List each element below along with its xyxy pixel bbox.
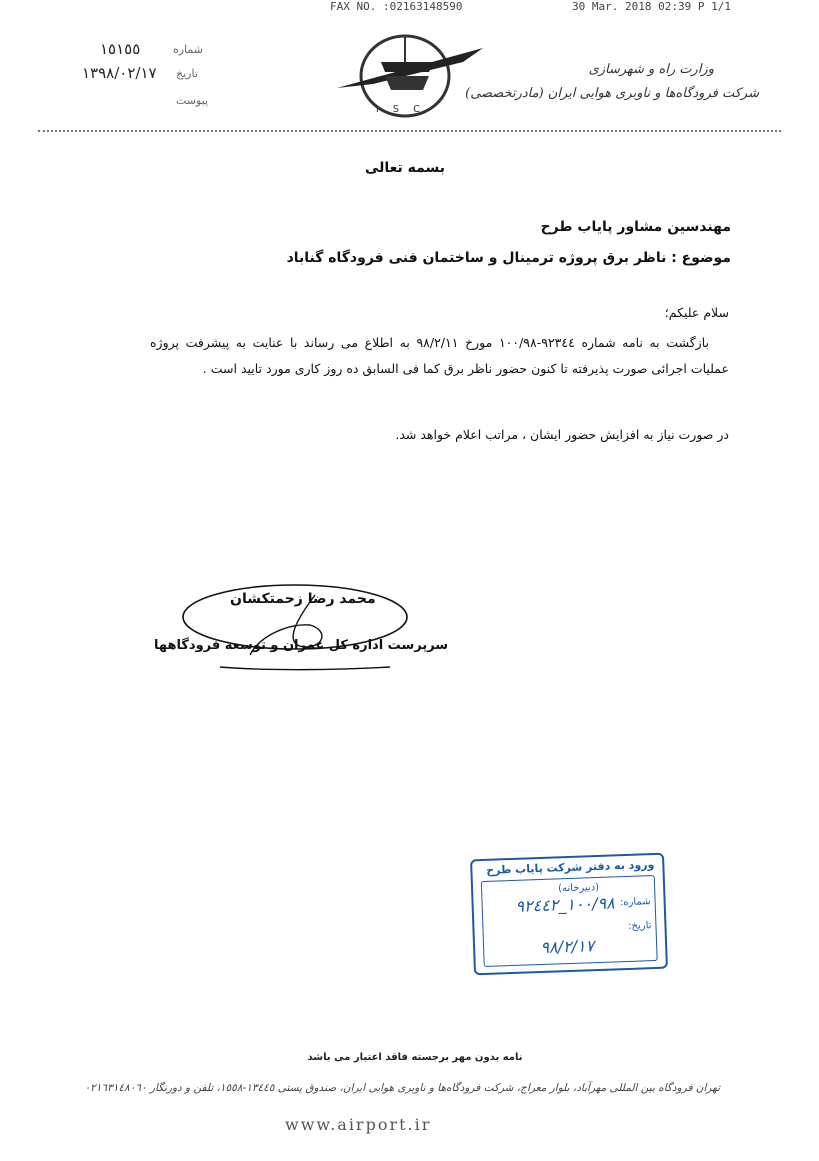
greeting: سلام علیکم؛ (664, 305, 729, 320)
date-label: تاریخ (176, 67, 198, 80)
fax-number: FAX NO. :02163148590 (330, 0, 463, 13)
addressee: مهندسین مشاور پایاب طرح (540, 219, 731, 235)
signatory-name: محمد رضا زحمتکشان (230, 591, 376, 607)
bismillah-heading: بسمه تعالی (364, 160, 446, 176)
fax-datetime: 30 Mar. 2018 02:39 P 1/1 (572, 0, 731, 13)
footer-address: تهران فرودگاه بین المللی مهرآباد، بلوار معراج، شرکت فرودگاه‌ها و ناوبری هوایی ایران، صندوق پستی ١٣٤٤٥-١٥٥٨، تلفن و دورنگار ٠٢١٦٣١٤٨٠٦٠ (84, 1082, 720, 1094)
header-divider (38, 130, 781, 132)
reference-block (82, 40, 228, 110)
stamp-number-value: ١٠٠/٩٨_٩٢٤٤٢ (515, 893, 615, 916)
stamp-heading: ورود به دفتر شرکت پایاب طرح (485, 857, 655, 877)
validity-note: نامه بدون مهر برجسته فاقد اعتبار می باشد (307, 1052, 523, 1063)
logo-text: ISC (375, 104, 435, 115)
attachment-label: پیوست (176, 94, 209, 107)
company-logo (333, 32, 483, 118)
footer-website: www.airport.ir (285, 1115, 432, 1134)
body-paragraph: بازگشت به نامه شماره ٩٢٣٤٤-١٠٠/٩٨ مورخ ٩٨/٢/١١ به اطلاع می رساند با عنایت به پیشرفت پروژه عملیات اجرائی صورت پذیرفته تا کنون حضور ناظر برق کما فی السابق ده روز کاری مورد تایید است . (150, 335, 729, 376)
reference-number: ١٥١٥٥ (100, 40, 141, 58)
stamp-date-label: تاریخ: (627, 920, 652, 932)
subject-line: موضوع : ناظر برق پروژه ترمینال و ساختمان فنی فرودگاه گناباد (286, 250, 731, 266)
reference-date: ١٣٩٨/٠٢/١٧ (82, 64, 157, 82)
ministry-name: وزارت راه و شهرسازی (588, 62, 714, 77)
signatory-title: سرپرست اداره کل عمران و توسعه فرودگاهها (154, 638, 449, 653)
company-name: شرکت فرودگاه‌ها و ناوبری هوایی ایران (مادرتخصصی) (465, 86, 759, 101)
stamp-number-label: شماره: (619, 896, 651, 909)
stamp-box (481, 875, 658, 967)
received-stamp (470, 853, 668, 976)
closing-paragraph: در صورت نیاز به افزایش حضور ایشان ، مراتب اعلام خواهد شد. (395, 427, 729, 442)
signature-block (150, 575, 450, 685)
stamp-date-value: ٩٨/٢/١٧ (540, 936, 595, 958)
stamp-sub: (دبیرخانه) (557, 881, 600, 895)
number-label: شماره (173, 43, 204, 56)
